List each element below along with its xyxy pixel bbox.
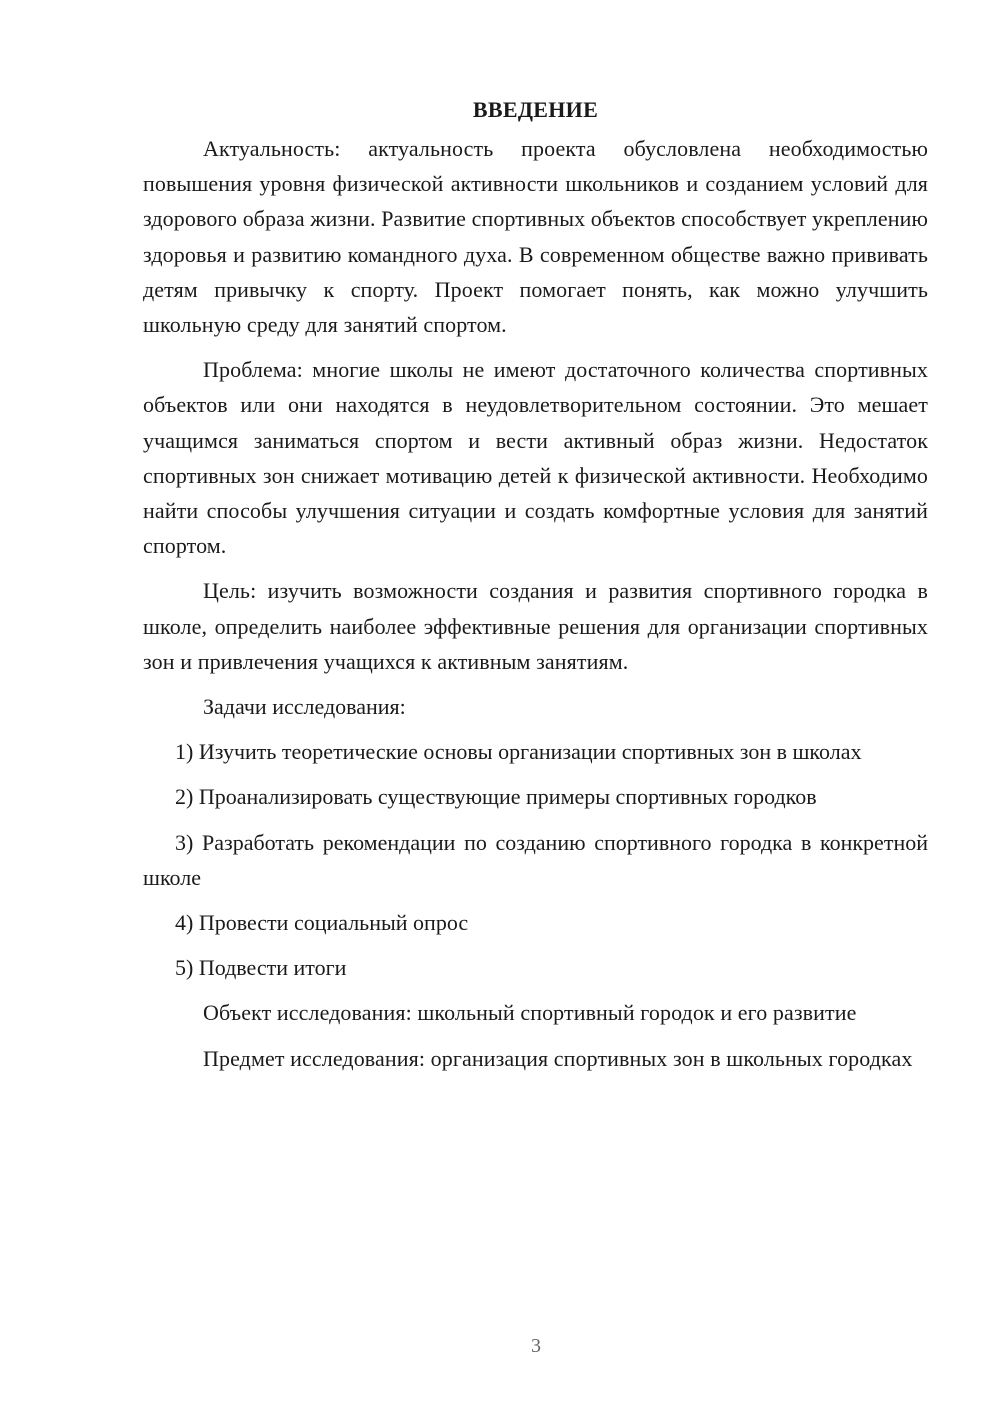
problem-paragraph: Проблема: многие школы не имеют достаточного количества спортивных объектов или они находятся в неудовлетворительном состоянии. Это мешает учащимся заниматься спортом и вести активный образ жизни. Недостаток спортивных зон снижает мотивацию детей к физической активности. Необходимо найти способы улучшения ситуации и создать комфортные условия для занятий спортом.: [143, 357, 928, 559]
subject-paragraph: Предмет исследования: организация спортивных зон в школьных городках: [203, 1045, 913, 1071]
page-content: [143, 92, 928, 1086]
object-paragraph: Объект исследования: школьный спортивный городок и его развитие: [203, 1000, 857, 1026]
task-item: 1) Изучить теоретические основы организации спортивных зон в школах: [175, 739, 862, 765]
goal-paragraph: Цель: изучить возможности создания и развития спортивного городка в школе, определить наиболее эффективные решения для организации спортивных зон и привлечения учащихся к активным занятиям.: [143, 578, 928, 674]
task-item: 4) Провести социальный опрос: [175, 910, 469, 936]
task-item: 2) Проанализировать существующие примеры спортивных городков: [175, 784, 817, 810]
tasks-heading: Задачи исследования:: [203, 694, 406, 720]
relevance-paragraph: Актуальность: актуальность проекта обусловлена необходимостью повышения уровня физической активности школьников и созданием условий для здорового образа жизни. Развитие спортивных объектов способствует укреплению здоровья и развитию командного духа. В современном обществе важно прививать детям привычку к спорту. Проект помогает понять, как можно улучшить школьную среду для занятий спортом.: [143, 136, 929, 338]
section-title: ВВЕДЕНИЕ: [472, 97, 599, 122]
task-item: 5) Подвести итоги: [175, 955, 347, 981]
task-item: 3) Разработать рекомендации по созданию спортивного городка в конкретной школе: [143, 829, 928, 890]
tasks-list: [143, 734, 928, 985]
page-number: 3: [531, 1335, 541, 1357]
